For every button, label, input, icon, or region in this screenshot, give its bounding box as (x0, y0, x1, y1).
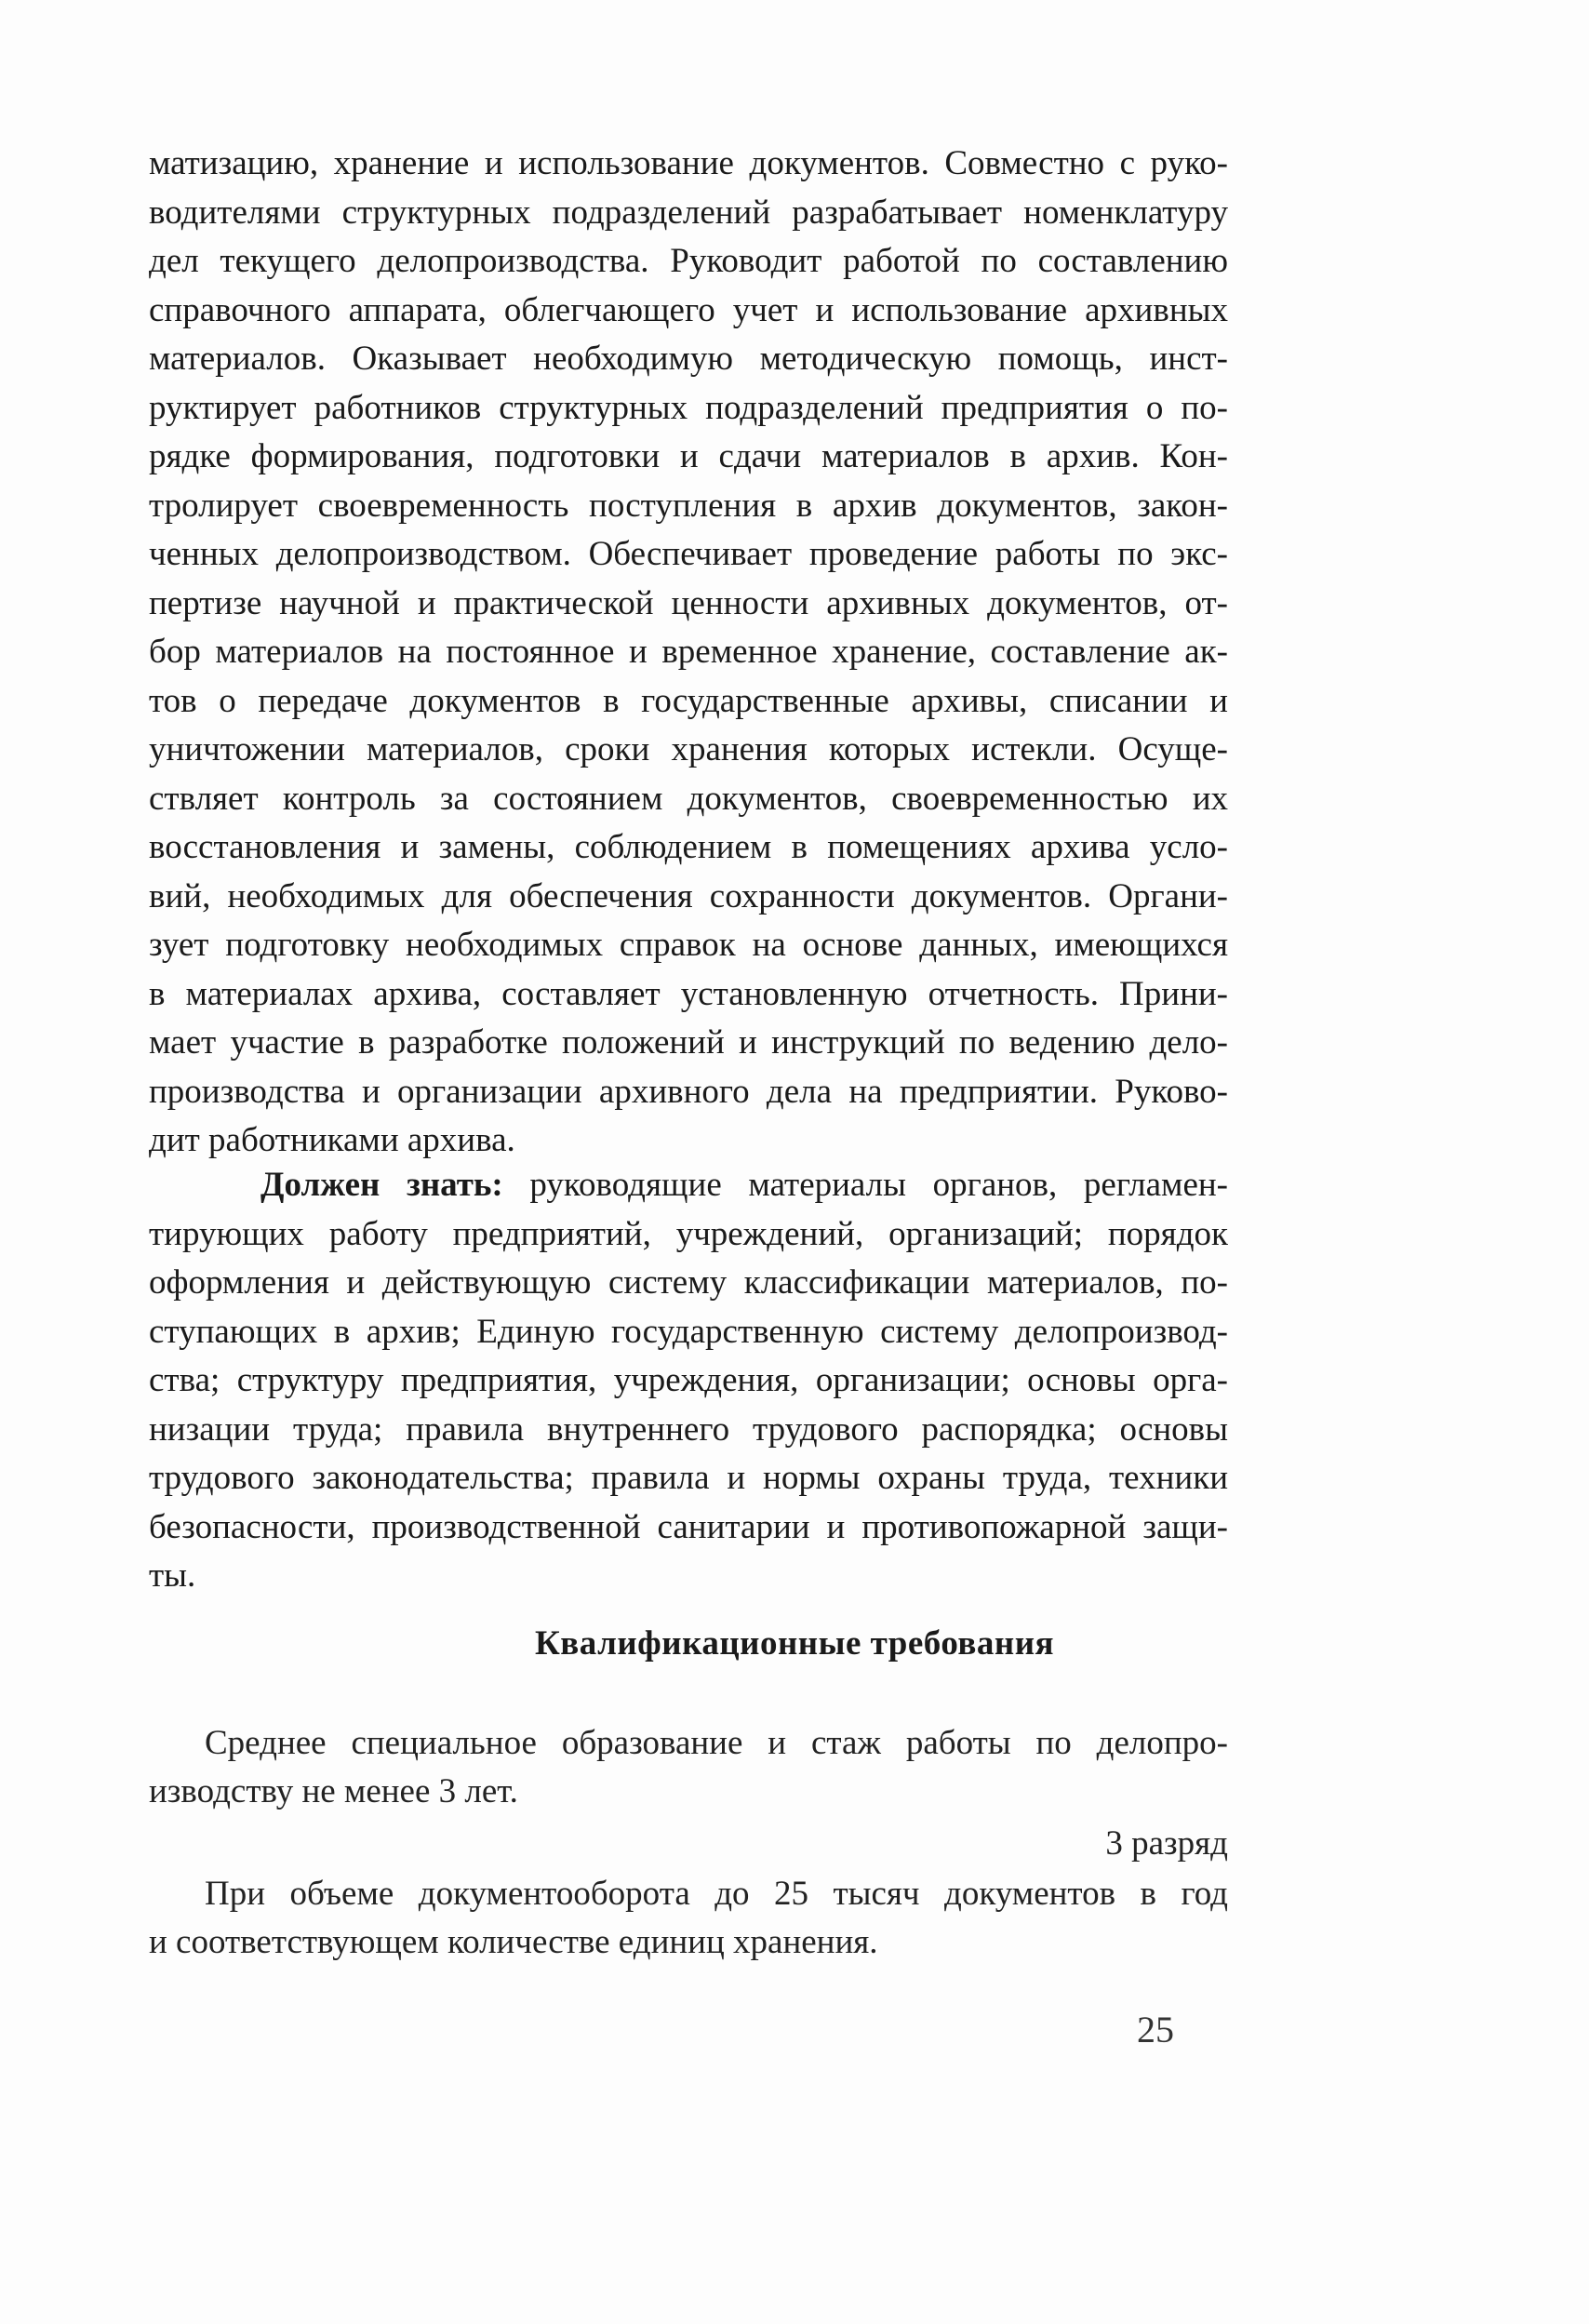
text-line: водителями структурных подразделений разрабатывает номенклатуру (149, 193, 1228, 232)
text-line: безопасности, производственной санитарии и противопожарной защи- (149, 1507, 1228, 1546)
page-number: 25 (1137, 2009, 1174, 2050)
section-heading: Квалификационные требования (534, 1624, 1055, 1663)
text-line-first (149, 1161, 1228, 1210)
text-line: мает участие в разработке положений и инструкций по ведению дело- (149, 1023, 1228, 1062)
text-line: пертизе научной и практической ценности архивных документов, от- (149, 583, 1228, 622)
text-line: руктирует работников структурных подразделений предприятия о по- (149, 388, 1228, 427)
text-line: материалов. Оказывает необходимую методическую помощь, инст- (149, 340, 1228, 378)
text-line: тролирует своевременность поступления в архив документов, закон- (149, 486, 1228, 525)
text-line: ступающих в архив; Единую государственную систему делопроизвод- (149, 1312, 1228, 1351)
text-line: оформления и действующую систему классификации материалов, по- (149, 1263, 1228, 1302)
text-line: матизацию, хранение и использование документов. Совместно с руко- (149, 144, 1228, 182)
text-line: трудового законодательства; правила и нормы охраны труда, техники (149, 1459, 1228, 1497)
text-line: восстановления и замены, соблюдением в помещениях архива усло- (149, 828, 1228, 866)
qualification-rank-3 (149, 1870, 1228, 1967)
text-line: и соответствующем количестве единиц хранения. (149, 1923, 878, 1961)
text-line: ствляет контроль за состоянием документов, своевременностью их (149, 779, 1228, 818)
text-line: ства; структуру предприятия, учреждения, организации; основы орга- (149, 1361, 1228, 1399)
text-line: тирующих работу предприятий, учреждений, организаций; порядок (149, 1214, 1228, 1253)
text-line: дит работниками архива. (149, 1121, 515, 1159)
text-line: уничтожении материалов, сроки хранения которых истекли. Осуще- (149, 730, 1228, 768)
must-know-lead: Должен знать: (260, 1166, 503, 1204)
text-line: изводству не менее 3 лет. (149, 1772, 518, 1810)
paragraph-must-know (149, 1161, 1228, 1601)
text-line: низации труда; правила внутреннего трудового распорядка; основы (149, 1409, 1228, 1449)
must-know-first-rest: руководящие материалы органов, регламен- (502, 1166, 1228, 1204)
text-line: тов о передаче документов в государственные архивы, списании и (149, 681, 1228, 720)
text-line: рядке формирования, подготовки и сдачи материалов в архив. Кон- (149, 437, 1228, 475)
text-line: При объеме документооборота до 25 тысяч документов в год (205, 1875, 1228, 1913)
text-line: ты. (149, 1556, 196, 1595)
text-line: вий, необходимых для обеспечения сохранности документов. Органи- (149, 876, 1228, 915)
text-line: Среднее специальное образование и стаж работы по делопро- (205, 1724, 1228, 1762)
rank-label: 3 разряд (1105, 1824, 1228, 1863)
qualification-general (149, 1719, 1228, 1816)
text-line: производства и организации архивного дела на предприятии. Руково- (149, 1072, 1228, 1111)
paragraph-duties (149, 140, 1228, 1166)
text-line: в материалах архива, составляет установленную отчетность. Прини- (149, 974, 1228, 1013)
text-line: справочного аппарата, облегчающего учет и использование архивных (149, 290, 1228, 329)
text-line: дел текущего делопроизводства. Руководит работой по составлению (149, 242, 1228, 280)
text-line: ченных делопроизводством. Обеспечивает проведение работы по экс- (149, 535, 1228, 573)
text-line: бор материалов на постоянное и временное хранение, составление ак- (149, 633, 1228, 671)
text-line: зует подготовку необходимых справок на основе данных, имеющихся (149, 926, 1228, 964)
